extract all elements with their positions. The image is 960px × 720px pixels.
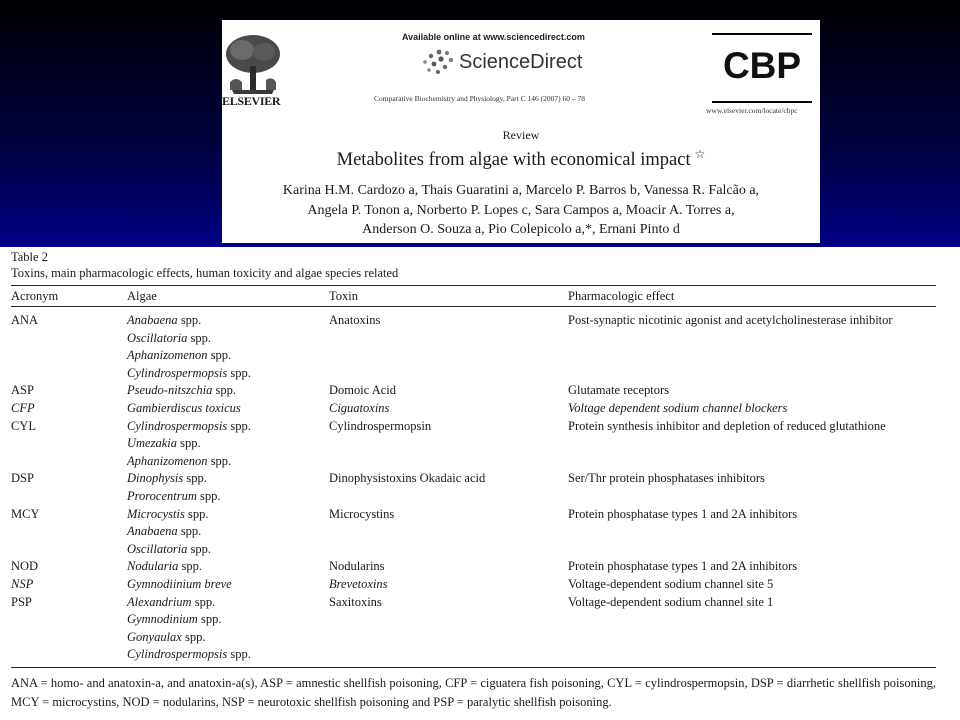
cell-toxin: Domoic Acid bbox=[329, 383, 397, 398]
cell-effect bbox=[568, 365, 936, 383]
cell-acronym bbox=[11, 365, 127, 383]
genus-name: Microcystis bbox=[127, 506, 185, 521]
genus-name: Cylindrospermopsis bbox=[127, 647, 228, 662]
cell-acronym: NSP bbox=[11, 576, 34, 591]
cell-acronym bbox=[11, 646, 127, 664]
author-line: Angela P. Tonon a, Norberto P. Lopes c, Sara Campos a, Moacir A. Torres a, bbox=[307, 202, 735, 218]
genus-name: Oscillatoria bbox=[127, 330, 188, 345]
cell-toxin: Ciguatoxins bbox=[329, 400, 390, 415]
cell-toxin bbox=[329, 365, 568, 383]
cell-effect: Protein synthesis inhibitor and depletion of reduced glutathione bbox=[568, 418, 886, 433]
cell-acronym bbox=[11, 435, 127, 453]
column-header-toxin: Toxin bbox=[329, 289, 358, 303]
cell-effect bbox=[568, 646, 936, 664]
cell-toxin: Saxitoxins bbox=[329, 594, 382, 609]
genus-name: Anabaena bbox=[127, 524, 178, 539]
cell-effect: Protein phosphatase types 1 and 2A inhibitors bbox=[568, 559, 798, 574]
cell-effect bbox=[568, 523, 936, 541]
cell-acronym bbox=[11, 330, 127, 348]
article-type: Review bbox=[502, 128, 540, 142]
cell-acronym bbox=[11, 541, 127, 559]
cell-toxin bbox=[329, 435, 568, 453]
cell-algae: Umezakia spp. bbox=[127, 436, 201, 451]
table-row bbox=[11, 330, 936, 348]
cell-effect: Voltage dependent sodium channel blockers bbox=[568, 400, 788, 415]
author-line: Anderson O. Souza a, Pio Colepicolo a,*, Ernani Pinto d bbox=[362, 222, 680, 237]
cell-acronym: ASP bbox=[11, 383, 34, 398]
table-row bbox=[11, 646, 936, 664]
genus-name: Umezakia bbox=[127, 436, 177, 451]
cell-algae: Aphanizomenon spp. bbox=[127, 348, 232, 363]
cell-toxin: Anatoxins bbox=[329, 313, 381, 327]
journal-citation: Comparative Biochemistry and Physiology, Part C 146 (2007) 60 – 78 bbox=[374, 94, 585, 103]
sciencedirect-wordmark: ScienceDirect bbox=[459, 50, 583, 73]
author-line: Karina H.M. Cardozo a, Thais Guaratini a, Marcelo P. Barros b, Vanessa R. Falcão a, bbox=[282, 183, 760, 198]
genus-name: Cylindrospermopsis bbox=[127, 365, 228, 380]
table-row bbox=[11, 594, 936, 612]
cbp-journal-logo-box bbox=[712, 33, 812, 103]
genus-name: Oscillatoria bbox=[127, 541, 188, 556]
cell-toxin bbox=[329, 330, 568, 348]
table-row bbox=[11, 400, 936, 418]
cell-acronym: MCY bbox=[11, 506, 40, 521]
table-2 bbox=[11, 247, 936, 712]
author-list bbox=[222, 181, 820, 240]
table-caption: Toxins, main pharmacologic effects, human toxicity and algae species related bbox=[11, 266, 399, 280]
cell-effect: Ser/Thr protein phosphatases inhibitors bbox=[568, 471, 765, 486]
table-row bbox=[11, 418, 936, 436]
table-row bbox=[11, 523, 936, 541]
table-row bbox=[11, 558, 936, 576]
cell-algae: Gymnodiinium breve bbox=[127, 576, 232, 591]
genus-name: Gymnodinium bbox=[127, 612, 198, 627]
cell-algae: Nodularia spp. bbox=[127, 559, 203, 574]
cell-effect bbox=[568, 611, 936, 629]
table-row bbox=[11, 488, 936, 506]
sciencedirect-dots-icon bbox=[417, 48, 457, 76]
cell-effect bbox=[568, 347, 936, 365]
table-row bbox=[11, 541, 936, 559]
table-row bbox=[11, 435, 936, 453]
cell-effect: Protein phosphatase types 1 and 2A inhibitors bbox=[568, 506, 798, 521]
cell-effect: Voltage-dependent sodium channel site 1 bbox=[568, 594, 774, 609]
table-body bbox=[11, 307, 936, 667]
table-row bbox=[11, 312, 936, 330]
cell-effect bbox=[568, 330, 936, 348]
cell-toxin bbox=[329, 629, 568, 647]
cell-toxin bbox=[329, 488, 568, 506]
cell-acronym bbox=[11, 347, 127, 365]
cell-acronym: CYL bbox=[11, 418, 36, 433]
cell-toxin bbox=[329, 541, 568, 559]
cell-toxin: Dinophysistoxins Okadaic acid bbox=[329, 471, 486, 486]
cell-effect bbox=[568, 541, 936, 559]
article-title-text: Metabolites from algae with economical impact bbox=[336, 150, 691, 170]
cell-effect bbox=[568, 435, 936, 453]
cell-acronym: NOD bbox=[11, 559, 39, 574]
cell-toxin bbox=[329, 611, 568, 629]
genus-name: Dinophysis bbox=[127, 471, 184, 486]
table-row bbox=[11, 611, 936, 629]
cell-algae: Gonyaulax spp. bbox=[127, 629, 206, 644]
table-row bbox=[11, 470, 936, 488]
cell-toxin bbox=[329, 646, 568, 664]
column-header-effect: Pharmacologic effect bbox=[568, 289, 675, 303]
table-row bbox=[11, 576, 936, 594]
cbp-logo: CBP bbox=[722, 45, 802, 86]
article-header-image bbox=[222, 20, 820, 243]
cell-toxin bbox=[329, 347, 568, 365]
cell-acronym: PSP bbox=[11, 594, 32, 609]
cell-acronym bbox=[11, 629, 127, 647]
cell-toxin bbox=[329, 523, 568, 541]
cell-effect bbox=[568, 453, 936, 471]
genus-name: Nodularia bbox=[127, 559, 179, 574]
cell-algae: Dinophysis spp. bbox=[127, 471, 207, 486]
genus-name: Prorocentrum bbox=[127, 488, 197, 503]
cell-algae: Cylindrospermopsis spp. bbox=[127, 418, 251, 433]
cell-algae: Cylindrospermopsis spp. bbox=[127, 647, 251, 662]
cell-acronym bbox=[11, 611, 127, 629]
star-footnote-icon: ☆ bbox=[694, 147, 706, 161]
cell-effect: Post-synaptic nicotinic agonist and acetylcholinesterase inhibitor bbox=[568, 313, 893, 327]
cell-algae: Oscillatoria spp. bbox=[127, 330, 212, 345]
cell-acronym bbox=[11, 453, 127, 471]
table-footnote: ANA = homo- and anatoxin-a, and anatoxin-a(s), ASP = amnestic shellfish poisoning, CFP = ciguatera fish poisoning, CYL = cylindrospermopsin, DSP = diarrhetic shellfish poisoning, MCY = microcystins, NOD = nodularins, NSP = neurotoxic shellfish poisoning and PSP = paralytic shellfish poisoning. bbox=[11, 675, 936, 709]
table-row bbox=[11, 365, 936, 383]
column-header-acronym: Acronym bbox=[11, 289, 59, 303]
genus-name: Alexandrium bbox=[127, 594, 192, 609]
cell-toxin: Microcystins bbox=[329, 506, 395, 521]
cell-toxin bbox=[329, 453, 568, 471]
elsevier-wordmark: ELSEVIER bbox=[222, 94, 281, 108]
elsevier-tree-logo bbox=[222, 32, 284, 98]
article-title bbox=[222, 147, 820, 171]
genus-name: Aphanizomenon bbox=[127, 453, 208, 468]
cell-acronym: DSP bbox=[11, 471, 34, 486]
cell-effect: Voltage-dependent sodium channel site 5 bbox=[568, 576, 774, 591]
cell-acronym: ANA bbox=[11, 313, 39, 327]
cell-effect bbox=[568, 629, 936, 647]
available-online-text: Available online at www.sciencedirect.com bbox=[402, 32, 585, 42]
cell-algae: Alexandrium spp. bbox=[127, 594, 216, 609]
table-header-row bbox=[11, 286, 936, 306]
cell-algae: Oscillatoria spp. bbox=[127, 541, 212, 556]
cell-toxin: Cylindrospermopsin bbox=[329, 418, 432, 433]
cell-effect: Glutamate receptors bbox=[568, 383, 669, 398]
sciencedirect-logo bbox=[417, 48, 582, 76]
cell-acronym: CFP bbox=[11, 400, 35, 415]
cell-toxin: Brevetoxins bbox=[329, 576, 388, 591]
table-row bbox=[11, 382, 936, 400]
cell-algae: Microcystis spp. bbox=[127, 506, 209, 521]
table-label: Table 2 bbox=[11, 250, 48, 264]
table-row bbox=[11, 347, 936, 365]
cell-effect bbox=[568, 488, 936, 506]
table-bottom-rule bbox=[11, 667, 936, 668]
journal-url: www.elsevier.com/locate/cbpc bbox=[706, 106, 798, 115]
cell-algae: Prorocentrum spp. bbox=[127, 488, 221, 503]
cell-acronym bbox=[11, 488, 127, 506]
cell-algae: Pseudo-nitszchia spp. bbox=[127, 383, 237, 398]
genus-name: Aphanizomenon bbox=[127, 348, 208, 363]
cell-algae: Anabaena spp. bbox=[127, 524, 202, 539]
genus-name: Gonyaulax bbox=[127, 629, 182, 644]
cell-algae: Aphanizomenon spp. bbox=[127, 453, 232, 468]
cell-algae: Gymnodinium spp. bbox=[127, 612, 222, 627]
genus-name: Cylindrospermopsis bbox=[127, 418, 228, 433]
cell-toxin: Nodularins bbox=[329, 559, 385, 574]
cell-algae: Anabaena spp. bbox=[127, 313, 202, 327]
column-header-algae: Algae bbox=[127, 289, 157, 303]
table-row bbox=[11, 629, 936, 647]
genus-name: Pseudo-nitszchia bbox=[127, 383, 213, 398]
cell-algae: Gambierdiscus toxicus bbox=[127, 400, 241, 415]
cell-acronym bbox=[11, 523, 127, 541]
table-row bbox=[11, 453, 936, 471]
cell-algae: Cylindrospermopsis spp. bbox=[127, 365, 251, 380]
genus-name: Anabaena bbox=[127, 313, 178, 327]
table-row bbox=[11, 506, 936, 524]
